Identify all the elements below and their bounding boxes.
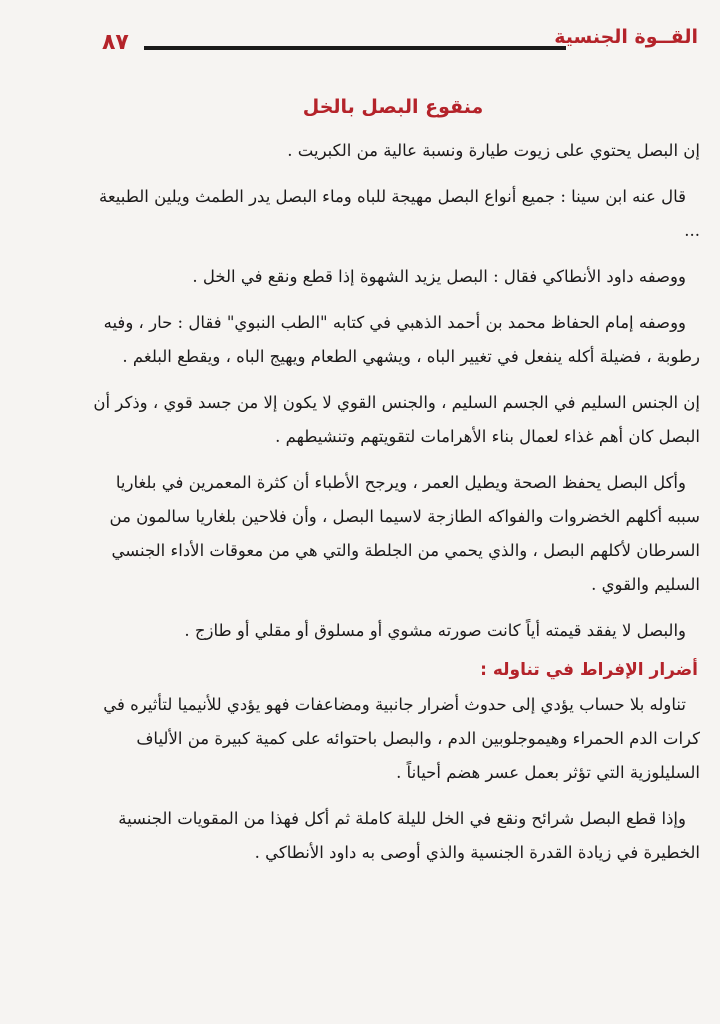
page-header [88, 20, 698, 60]
paragraph: وأكل البصل يحفظ الصحة ويطيل العمر ، ويرجح الأطباء أن كثرة المعمرين في بلغاريا سببه أكلهم الخضروات والفواكه الطازجة لاسيما البصل ، وأن فلاحين بلغاريا سالمون من السرطان لأكلهم البصل ، والذي يحمي من الجلطة والتي هي من معوقات الأداء الجنسي السليم والقوي . [109, 473, 700, 594]
paragraph: إن البصل يحتوي على زيوت طيارة ونسبة عالية من الكبريت . [287, 141, 700, 160]
page-number: ٨٧ [102, 30, 129, 55]
paragraph: والبصل لا يفقد قيمته أياً كانت صورته مشوي أو مسلوق أو مقلي أو طازج . [184, 621, 686, 640]
paragraph: تناوله بلا حساب يؤدي إلى حدوث أضرار جانبية ومضاعفات فهو يؤدي للأنيميا لتأثيره في كرات الدم الحمراء وهيموجلوبين الدم ، والبصل باحتوائه على كمية كبيرة من الألياف السليلوزية التي تؤثر بعمل عسر هضم أحياناً . [103, 695, 700, 782]
subsection-title: أضرار الإفراط في تناوله : [480, 660, 698, 680]
paragraph: وإذا قطع البصل شرائح ونقع في الخل لليلة كاملة ثم أكل فهذا من المقويات الجنسية الخطيرة في زيادة القدرة الجنسية والذي أوصى به داود الأنطاكي . [118, 809, 700, 862]
running-title: القــوة الجنسية [554, 26, 698, 48]
paragraph: قال عنه ابن سينا : جميع أنواع البصل مهيجة للباه وماء البصل يدر الطمث ويلين الطبيعة ... [98, 187, 700, 240]
paragraph: ووصفه إمام الحفاظ محمد بن أحمد الذهبي في كتابه "الطب النبوي" فقال : حار ، وفيه رطوبة ، فضيلة أكله ينفعل في تغيير الباه ، ويشهي الطعام ويهيج الباه ، ويقطع البلغم . [103, 313, 700, 366]
section-title: منقوع البصل بالخل [302, 96, 484, 118]
header-rule [144, 46, 566, 50]
page-body [86, 92, 700, 882]
paragraph: ووصفه داود الأنطاكي فقال : البصل يزيد الشهوة إذا قطع ونقع في الخل . [192, 267, 686, 286]
paragraph: إن الجنس السليم في الجسم السليم ، والجنس القوي لا يكون إلا من جسد قوي ، وذكر أن البصل كان أهم غذاء لعمال بناء الأهرامات لتقويتهم وتنشيطهم . [93, 393, 700, 446]
